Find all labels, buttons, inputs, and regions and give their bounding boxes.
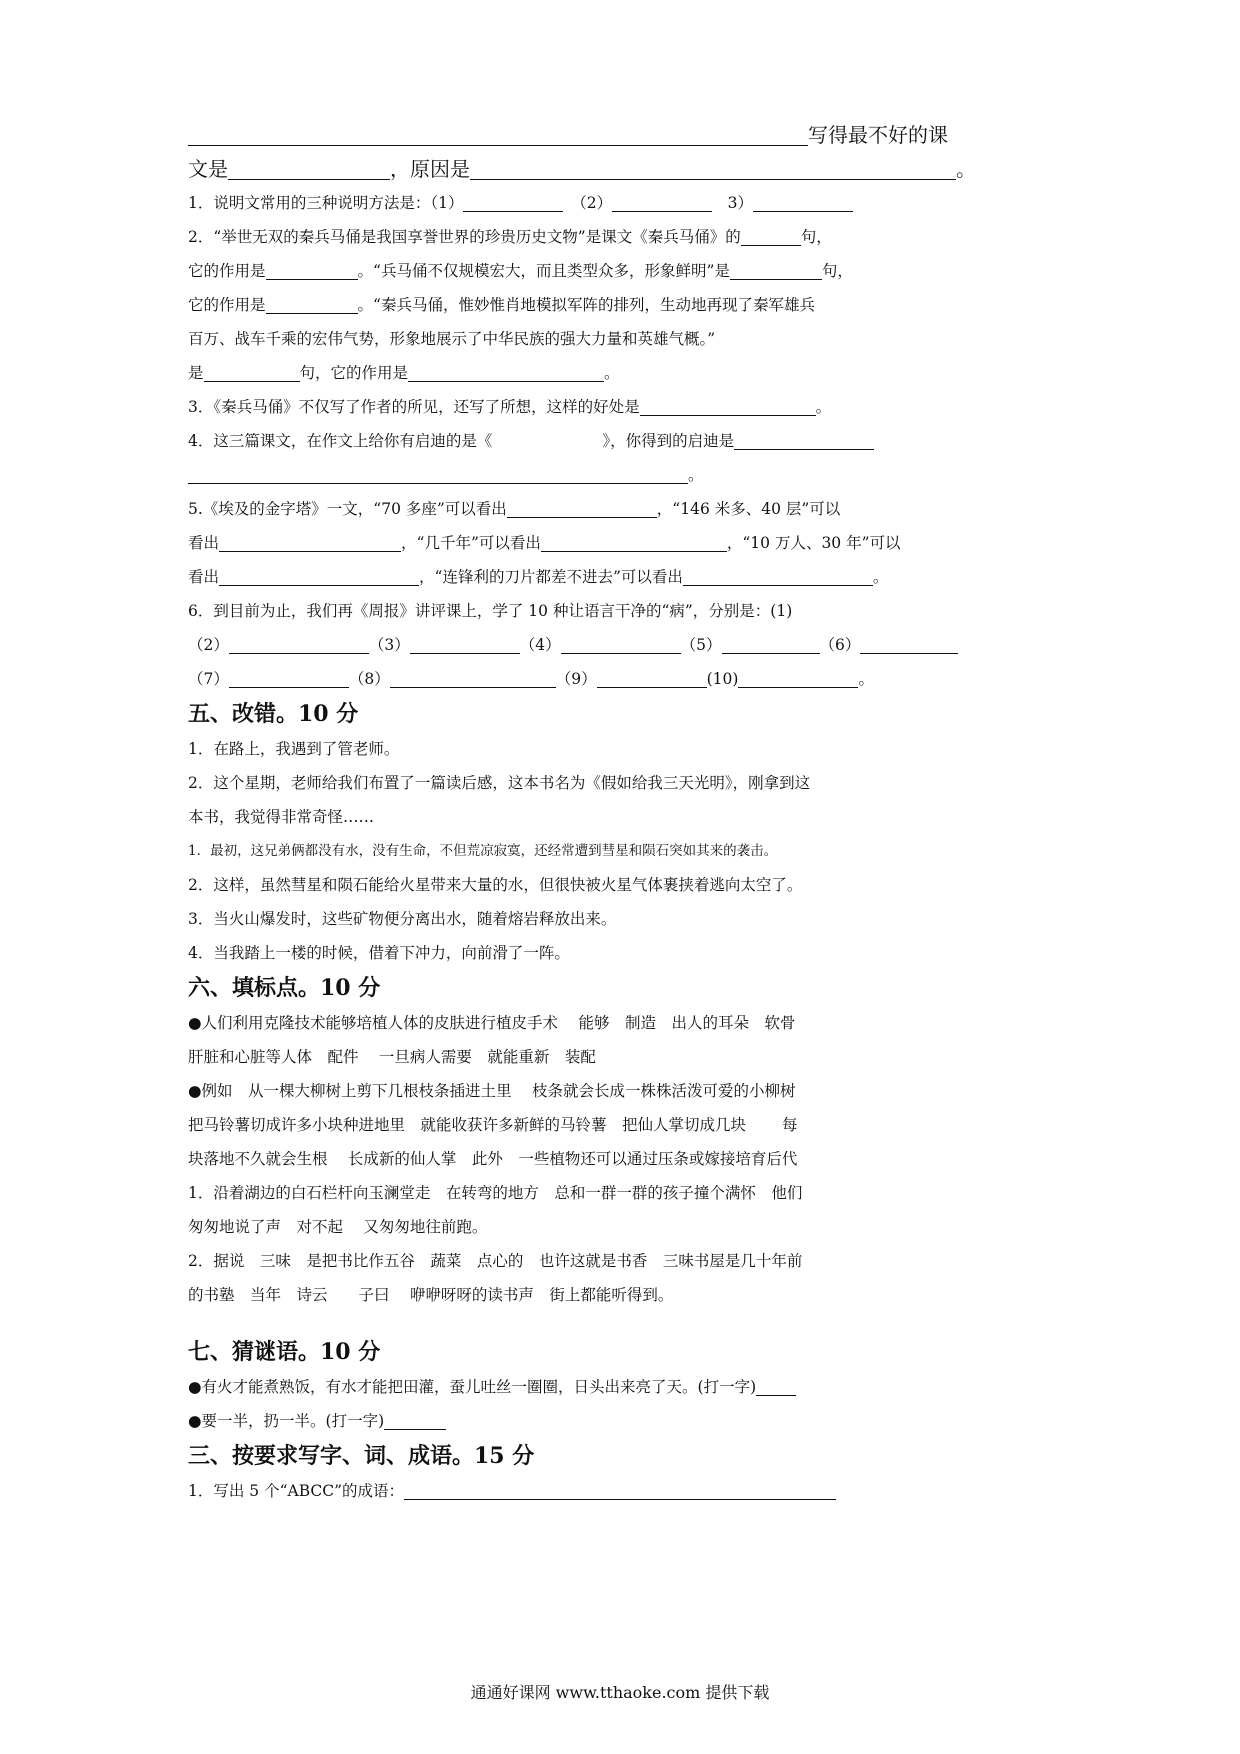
section-title: 五、改错。10 分 <box>188 701 359 727</box>
blank[interactable] <box>561 631 681 654</box>
blank[interactable] <box>722 631 820 654</box>
q6-line-1: 6．到目前为止，我们再《周报》讲评课上，学了 10 种让语言干净的“病”，分别是：(1) <box>188 602 793 620</box>
worksheet <box>188 118 1060 1508</box>
q3: 3．《秦兵马俑》不仅写了作者的所见，还写了所想，这样的好处是 。 <box>188 390 1060 424</box>
text-line: 的书塾 当年 诗云 子曰 咿咿呀呀的读书声 街上都能听得到。 <box>188 1286 674 1304</box>
text-line: 1．最初，这兄弟俩都没有水，没有生命，不但荒凉寂寞，还经常遭到彗星和陨石突如其来的袭击。 <box>188 843 778 859</box>
q5-line-2: 看出 ，“几千年”可以看出 ，“10 万人、30 年”可以 <box>188 526 1060 560</box>
q6-line-2: （2） （3） （4） （5） （6） <box>188 628 1060 662</box>
blank[interactable] <box>734 427 874 450</box>
footer: 通通好课网 www.tthaoke.com 提供下载 <box>470 1683 770 1702</box>
blank[interactable] <box>683 563 873 586</box>
blank[interactable] <box>730 257 822 280</box>
blank[interactable] <box>266 291 358 314</box>
blank[interactable] <box>188 461 688 484</box>
blank[interactable] <box>219 563 419 586</box>
blank[interactable] <box>408 359 604 382</box>
q4-line-2: 。 <box>188 458 1060 492</box>
idiom-line: 1．写出 5 个“ABCC”的成语： <box>188 1474 1060 1508</box>
q6-line-3: （7） （8） （9） (10) 。 <box>188 662 1060 696</box>
blank[interactable] <box>229 665 349 688</box>
q1: 1．说明文常用的三种说明方法是：（1） （2） 3） <box>188 186 1060 220</box>
blank[interactable] <box>612 189 712 212</box>
blank[interactable] <box>266 257 358 280</box>
text-line: 匆匆地说了声 对不起 又匆匆地往前跑。 <box>188 1218 488 1236</box>
blank[interactable] <box>507 495 657 518</box>
q2-line-4: 百万、战车千乘的宏伟气势，形象地展示了中华民族的强大力量和英雄气概。” <box>188 330 716 348</box>
blank[interactable] <box>384 1407 446 1430</box>
blank[interactable] <box>463 189 563 212</box>
text-line: 肝脏和心脏等人体 配件 一旦病人需要 就能重新 装配 <box>188 1048 596 1066</box>
text-line: 2．这样，虽然彗星和陨石能给火星带来大量的水，但很快被火星气体裹挟着逃向太空了。 <box>188 876 803 894</box>
blank[interactable] <box>188 123 808 146</box>
blank[interactable] <box>640 393 816 416</box>
text-line: 2．据说 三味 是把书比作五谷 蔬菜 点心的 也许这就是书香 三味书屋是几十年前 <box>188 1252 803 1270</box>
section-title: 七、猜谜语。10 分 <box>188 1339 381 1365</box>
q5-line-3: 看出 ，“连锋利的刀片都差不进去”可以看出 。 <box>188 560 1060 594</box>
text-line: ●人们利用克隆技术能够培植人体的皮肤进行植皮手术 能够 制造 出人的耳朵 软骨 <box>188 1014 796 1032</box>
blank[interactable] <box>860 631 958 654</box>
q2-line-5: 是 句，它的作用是 。 <box>188 356 1060 390</box>
text-line: 块落地不久就会生根 长成新的仙人掌 此外 一些植物还可以通过压条或嫁接培育后代 <box>188 1150 798 1168</box>
blank[interactable] <box>741 223 801 246</box>
text-line: 1．沿着湖边的白石栏杆向玉澜堂走 在转弯的地方 总和一群一群的孩子撞个满怀 他们 <box>188 1184 803 1202</box>
riddle-1: ●有火才能煮熟饭，有水才能把田灌，蚕儿吐丝一圈圈，日头出来亮了天。(打一字) <box>188 1370 1060 1404</box>
blank[interactable] <box>597 665 707 688</box>
section-title: 六、填标点。10 分 <box>188 975 381 1001</box>
text-line: 4．当我踏上一楼的时候，借着下冲力，向前滑了一阵。 <box>188 944 570 962</box>
top-line-2: 文是 ，原因是 。 <box>188 157 976 181</box>
blank[interactable] <box>410 631 520 654</box>
q2-line-2: 它的作用是 。“兵马俑不仅规模宏大，而且类型众多，形象鲜明”是 句， <box>188 254 1060 288</box>
q5-line-1: 5.《埃及的金字塔》一文，“70 多座”可以看出 ，“146 米多、40 层”可以 <box>188 492 1060 526</box>
blank[interactable] <box>228 157 390 180</box>
q2-line-3: 它的作用是 。“秦兵马俑，惟妙惟肖地模拟军阵的排列，生动地再现了秦军雄兵 <box>188 288 1060 322</box>
blank[interactable] <box>470 157 956 180</box>
riddle-2: ●要一半，扔一半。(打一字) <box>188 1404 1060 1438</box>
blank[interactable] <box>204 359 300 382</box>
text-line: 本书，我觉得非常奇怪…… <box>188 808 375 826</box>
top-line-1: 写得最不好的课 <box>188 118 1060 152</box>
text-line: 把马铃薯切成许多小块种进地里 就能收获许多新鲜的马铃薯 把仙人掌切成几块 每 <box>188 1116 798 1134</box>
blank[interactable] <box>390 665 556 688</box>
blank[interactable] <box>541 529 727 552</box>
blank[interactable] <box>753 189 853 212</box>
text-line: 3．当火山爆发时，这些矿物便分离出水，随着熔岩释放出来。 <box>188 910 617 928</box>
text-line: ●例如 从一棵大柳树上剪下几根枝条插进土里 枝条就会长成一株株活泼可爱的小柳树 <box>188 1082 796 1100</box>
blank[interactable] <box>738 665 858 688</box>
blank[interactable] <box>219 529 401 552</box>
text-line: 2．这个星期，老师给我们布置了一篇读后感，这本书名为《假如给我三天光明》，刚拿到这 <box>188 774 811 792</box>
q4-line-1: 4．这三篇课文，在作文上给你有启迪的是《 》，你得到的启迪是 <box>188 424 1060 458</box>
blank[interactable] <box>229 631 369 654</box>
q2-line-1: 2．“举世无双的秦兵马俑是我国享誉世界的珍贵历史文物”是课文《秦兵马俑》的 句， <box>188 220 1060 254</box>
section-title: 三、按要求写字、词、成语。15 分 <box>188 1443 535 1469</box>
blank[interactable] <box>404 1477 836 1500</box>
blank[interactable] <box>756 1373 796 1396</box>
text-line: 1．在路上，我遇到了管老师。 <box>188 740 400 758</box>
